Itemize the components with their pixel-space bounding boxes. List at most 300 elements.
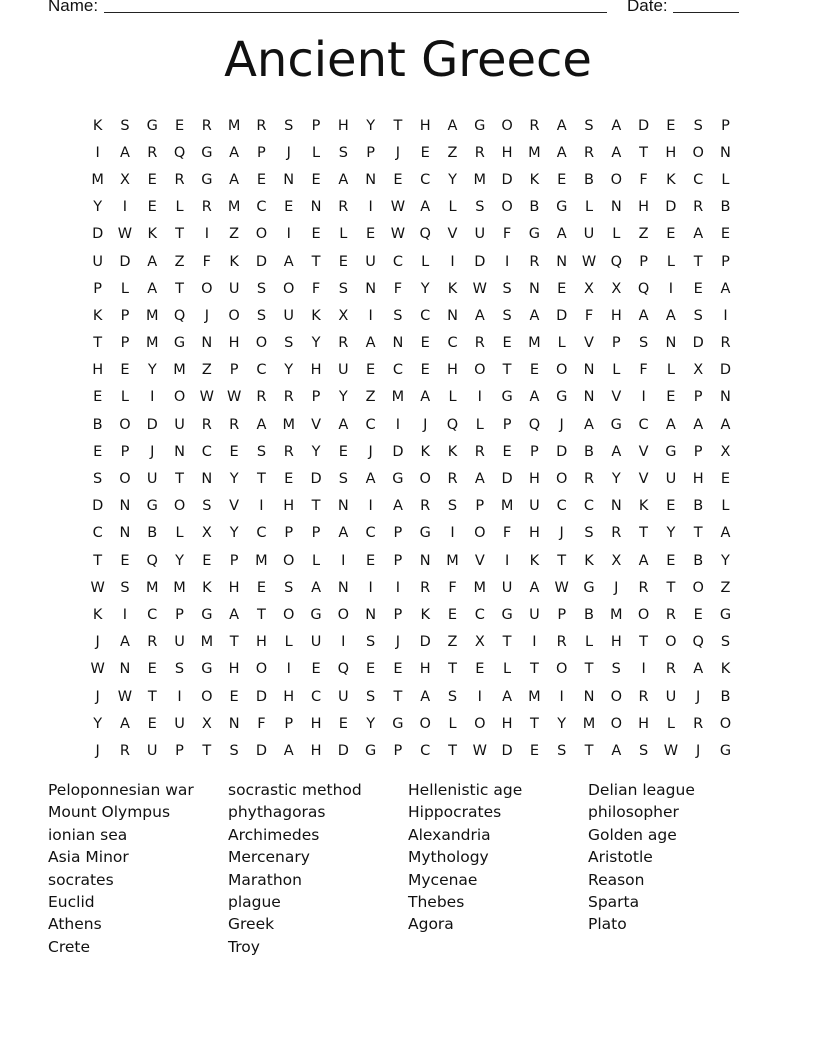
grid-letter: I [259,498,264,515]
grid-letter: P [393,552,403,569]
grid-letter: F [311,280,321,297]
grid-letter: I [477,688,482,705]
grid-letter: N [365,171,377,188]
grid-letter: R [611,525,622,542]
word-bank-item: plague [228,892,281,911]
grid-letter: I [286,661,291,678]
grid-letter: T [93,335,103,352]
word-bank-item: Mythology [408,848,489,867]
grid-letter: S [229,742,239,759]
grid-letter: H [228,661,240,678]
grid-letter: G [501,606,513,623]
grid-letter: U [665,471,677,488]
grid-letter: H [310,742,322,759]
grid-letter: E [529,742,539,759]
grid-letter: O [610,715,622,732]
grid-letter: X [693,362,704,379]
grid-letter: P [693,443,703,460]
grid-letter: E [666,552,676,569]
grid-letter: V [638,443,649,460]
grid-letter: A [283,253,294,270]
grid-letter: D [501,742,513,759]
grid-row [84,139,739,166]
grid-letter: P [311,117,321,134]
grid-row [84,166,739,193]
grid-letter: T [639,634,649,651]
grid-letter: J [95,688,100,705]
grid-letter: B [584,171,594,188]
word-bank-item: Marathon [228,870,302,889]
grid-letter: P [475,498,485,515]
grid-letter: T [257,606,266,623]
grid-letter: S [366,688,376,705]
grid-letter: P [393,525,403,542]
grid-letter: A [502,688,513,705]
grid-letter: O [419,715,431,732]
grid-letter: P [557,606,567,623]
grid-letter: P [393,606,403,623]
grid-letter: T [147,688,157,705]
grid-letter: P [311,525,321,542]
grid-letter: S [393,307,403,324]
grid-row [84,656,739,683]
grid-letter: O [555,362,568,379]
grid-letter: D [255,688,268,705]
grid-letter: P [721,117,730,134]
grid-letter: G [146,117,158,134]
grid-letter: G [201,171,213,188]
grid-letter: G [392,471,404,488]
grid-letter: U [146,471,158,488]
grid-row [84,683,739,710]
grid-letter: N [174,443,185,460]
grid-letter: G [201,606,213,623]
grid-letter: C [147,606,158,623]
grid-letter: I [368,579,373,596]
grid-letter: D [337,742,349,759]
grid-letter: Z [720,579,731,596]
grid-letter: A [229,144,240,161]
grid-letter: E [366,552,376,569]
grid-letter: G [556,199,568,216]
grid-letter: U [529,606,540,623]
grid-letter: A [720,416,731,433]
grid-letter: Y [175,552,184,569]
grid-letter: G [528,226,541,243]
grid-letter: M [446,552,459,569]
grid-letter: D [255,253,268,270]
grid-letter: A [556,144,567,161]
grid-letter: J [423,416,428,433]
grid-letter: J [614,579,619,596]
grid-letter: U [174,416,185,433]
grid-letter: A [611,144,622,161]
grid-letter: A [529,389,540,406]
grid-letter: F [584,307,594,324]
grid-letter: I [204,226,209,243]
grid-letter: E [693,280,703,297]
grid-letter: M [473,579,487,596]
grid-letter: J [95,634,100,651]
grid-letter: H [419,661,431,678]
grid-letter: E [720,471,731,488]
grid-letter: T [693,253,703,270]
grid-letter: R [201,199,212,216]
grid-letter: N [119,525,131,542]
grid-letter: Y [229,471,239,488]
grid-letter: V [611,389,622,406]
grid-letter: O [283,280,295,297]
grid-letter: A [665,416,676,433]
grid-letter: O [119,471,131,488]
grid-letter: T [311,498,321,515]
word-bank-item: Sparta [588,892,640,911]
grid-letter: A [256,416,267,433]
grid-letter: Y [448,171,457,188]
grid-letter: D [474,253,486,270]
word-bank-item: Thebes [408,892,465,911]
grid-letter: I [641,661,646,678]
grid-letter: I [341,552,346,569]
grid-letter: R [583,471,595,488]
grid-letter: K [529,171,540,188]
grid-letter: T [311,253,321,270]
grid-letter: K [666,171,676,188]
grid-letter: R [529,253,540,270]
grid-letter: X [201,715,212,732]
grid-letter: G [719,606,732,623]
grid-letter: A [365,335,376,352]
grid-letter: W [117,688,133,705]
grid-letter: D [556,307,568,324]
grid-letter: G [719,742,732,759]
grid-letter: L [503,661,512,678]
grid-letter: E [447,606,458,623]
grid-letter: G [665,443,677,460]
grid-letter: M [145,579,159,596]
grid-letter: I [450,525,455,542]
grid-letter: Y [338,389,348,406]
grid-letter: Q [637,280,650,297]
grid-letter: T [393,688,403,705]
word-bank-item: Mercenary [228,848,310,867]
grid-letter: E [393,171,403,188]
grid-letter: S [611,661,621,678]
grid-letter: E [420,144,430,161]
grid-letter: O [201,688,213,705]
grid-letter: F [393,280,403,297]
grid-letter: C [365,416,376,433]
grid-letter: N [119,498,131,515]
grid-letter: A [474,471,485,488]
grid-letter: S [338,280,348,297]
grid-letter: Z [229,226,240,243]
grid-letter: E [284,471,294,488]
grid-letter: N [228,715,240,732]
date-label: Date: [627,0,668,15]
grid-letter: H [528,471,540,488]
grid-letter: O [474,362,486,379]
grid-letter: W [90,661,105,678]
grid-letter: S [720,634,731,651]
grid-letter: H [228,335,240,352]
grid-letter: O [255,335,268,352]
grid-row [84,384,739,411]
grid-letter: K [447,443,458,460]
word-bank-item: Mount Olympus [48,803,171,822]
grid-letter: L [448,715,457,732]
grid-letter: L [557,335,566,352]
grid-letter: N [365,606,377,623]
grid-letter: U [310,634,322,651]
grid-letter: R [283,389,294,406]
grid-letter: H [255,634,267,651]
word-bank-item: philosopher [588,803,679,822]
grid-letter: E [338,253,348,270]
grid-letter: J [559,416,564,433]
grid-letter: C [420,307,431,324]
grid-row [84,438,739,465]
word-bank-item: Mycenae [408,870,478,889]
grid-letter: N [583,362,595,379]
grid-letter: R [420,498,431,515]
grid-letter: N [119,661,131,678]
grid-letter: A [119,144,130,161]
grid-letter: X [474,634,485,651]
grid-letter: M [391,389,405,406]
grid-letter: O [419,471,431,488]
grid-letter: O [173,389,186,406]
grid-letter: F [448,579,457,596]
word-bank-item: Archimedes [228,825,320,844]
grid-letter: S [475,199,485,216]
word-bank [48,779,808,958]
word-bank-item: Athens [48,915,102,934]
grid-letter: H [310,715,322,732]
grid-letter: C [474,606,485,623]
grid-letter: W [472,280,487,297]
grid-letter: O [255,661,268,678]
grid-letter: M [528,335,541,352]
grid-row [84,357,739,384]
grid-letter: M [582,715,596,732]
word-bank-column [48,779,228,958]
grid-letter: I [723,307,728,324]
grid-letter: F [257,715,266,732]
grid-letter: A [119,715,130,732]
grid-letter: L [612,362,621,379]
grid-letter: O [173,498,186,515]
grid-letter: Z [638,226,649,243]
grid-letter: L [448,389,457,406]
grid-letter: V [447,226,458,243]
grid-letter: E [202,552,212,569]
grid-letter: R [338,199,349,216]
grid-letter: S [284,335,294,352]
grid-letter: N [337,498,349,515]
grid-letter: L [421,253,430,270]
grid-letter: H [610,307,622,324]
grid-letter: E [338,715,348,732]
grid-letter: C [201,443,212,460]
grid-letter: R [174,171,185,188]
grid-letter: Y [721,552,730,569]
word-bank-item: Plato [588,915,627,934]
word-bank-column [588,779,768,958]
grid-letter: T [639,525,649,542]
grid-letter: Z [365,389,376,406]
grid-letter: H [528,525,540,542]
grid-letter: M [282,416,295,433]
grid-letter: O [201,280,213,297]
grid-letter: D [310,471,322,488]
grid-letter: T [175,280,184,297]
grid-letter: R [693,199,704,216]
grid-letter: Y [93,199,103,216]
grid-letter: D [419,634,431,651]
grid-letter: I [368,307,373,324]
grid-letter: N [720,144,731,161]
grid-letter: I [641,389,646,406]
grid-letter: L [666,362,675,379]
grid-letter: A [420,389,431,406]
grid-letter: E [93,389,103,406]
grid-letter: A [638,552,649,569]
grid-letter: K [92,117,103,134]
grid-letter: E [666,498,676,515]
grid-letter: L [339,226,348,243]
grid-letter: A [365,471,376,488]
word-bank-column [228,779,408,958]
grid-letter: L [448,199,457,216]
grid-letter: F [502,525,512,542]
grid-letter: G [610,416,622,433]
grid-letter: B [584,443,594,460]
grid-letter: N [201,335,213,352]
grid-letter: U [174,634,185,651]
grid-letter: P [530,443,539,460]
grid-letter: C [92,525,103,542]
grid-letter: L [175,199,184,216]
grid-letter: S [256,307,267,324]
grid-letter: G [310,606,322,623]
grid-letter: Q [610,253,622,270]
grid-letter: H [610,634,622,651]
word-bank-item: Delian league [588,781,695,799]
grid-row [84,221,739,248]
grid-letter: S [447,688,458,705]
grid-letter: W [390,226,406,243]
grid-letter: J [559,525,564,542]
name-label: Name: [48,0,99,15]
grid-letter: B [584,606,594,623]
grid-letter: R [638,579,649,596]
grid-letter: F [502,226,512,243]
grid-letter: T [584,742,594,759]
grid-letter: L [120,280,129,297]
grid-letter: A [584,416,594,433]
grid-letter: X [201,525,212,542]
grid-letter: R [147,634,158,651]
grid-letter: C [447,335,458,352]
grid-letter: Y [366,715,376,732]
word-bank-item: Euclid [48,892,95,911]
grid-letter: R [256,389,267,406]
grid-letter: D [501,171,513,188]
grid-letter: E [366,661,376,678]
grid-letter: S [584,117,594,134]
grid-letter: P [175,606,184,623]
grid-letter: A [283,742,294,759]
grid-letter: E [147,715,157,732]
grid-letter: G [364,742,377,759]
grid-letter: I [504,552,510,569]
grid-letter: P [284,525,294,542]
grid-letter: D [92,226,104,243]
grid-letter: U [583,226,595,243]
grid-letter: E [311,171,321,188]
grid-letter: R [283,443,294,460]
grid-letter: S [502,280,512,297]
grid-letter: G [583,579,595,596]
grid-letter: H [310,362,322,379]
grid-letter: A [720,525,731,542]
grid-letter: E [174,117,185,134]
grid-letter: G [201,661,213,678]
grid-letter: R [638,688,649,705]
grid-letter: C [365,525,376,542]
grid-letter: D [501,471,513,488]
grid-letter: E [420,335,430,352]
grid-letter: O [501,199,513,216]
grid-row [84,411,739,438]
grid-letter: E [147,199,157,216]
grid-letter: K [720,661,731,678]
word-bank-item: phythagoras [228,803,326,822]
grid-letter: L [175,525,184,542]
grid-letter: S [693,307,703,324]
grid-letter: U [92,253,103,270]
grid-letter: A [338,171,349,188]
grid-letter: R [338,335,349,352]
grid-letter: X [611,552,622,569]
grid-letter: J [204,307,209,324]
grid-letter: B [529,199,540,216]
grid-letter: M [200,634,214,651]
grid-letter: S [256,280,267,297]
grid-letter: U [501,579,513,596]
grid-letter: R [474,335,485,352]
grid-letter: R [201,117,212,134]
grid-row [84,275,739,302]
grid-letter: D [92,498,104,515]
grid-letter: Z [201,362,212,379]
grid-letter: S [174,661,185,678]
grid-letter: N [337,579,349,596]
grid-letter: A [611,117,622,134]
grid-letter: C [256,525,267,542]
grid-letter: R [693,715,704,732]
grid-letter: M [173,362,186,379]
grid-letter: E [311,661,321,678]
word-search-grid [84,112,739,765]
grid-letter: P [366,144,375,161]
grid-letter: V [638,471,649,488]
word-bank-item: Reason [588,870,645,889]
grid-letter: X [720,443,731,460]
grid-letter: C [392,253,403,270]
grid-letter: A [693,661,704,678]
